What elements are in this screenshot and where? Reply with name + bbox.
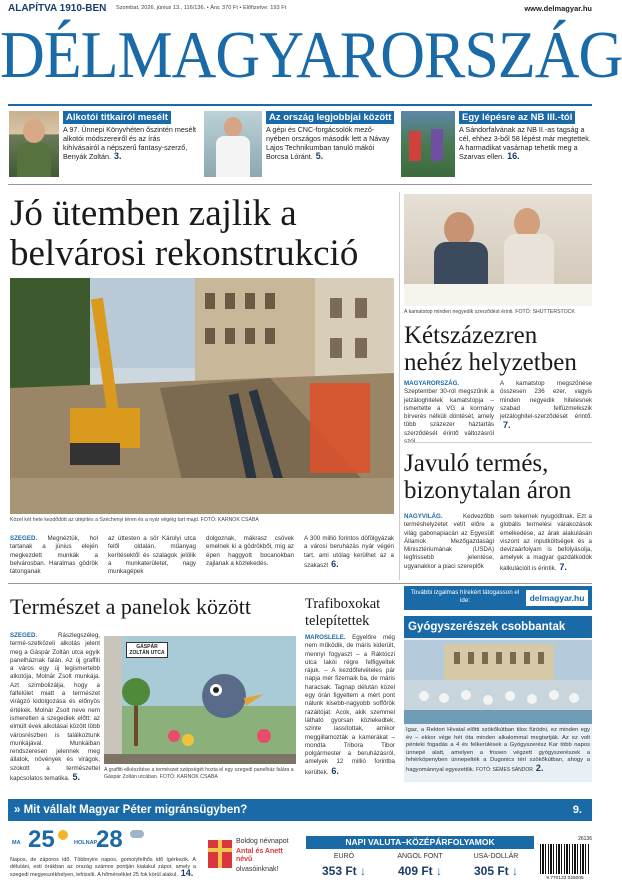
arrow-down-icon: ↓: [360, 864, 367, 878]
sun-icon: [58, 830, 68, 840]
construction-illustration: [10, 278, 394, 514]
gift-icon: [208, 840, 232, 868]
masthead-title: DÉLMAGYARORSZÁG: [0, 18, 622, 92]
arrow-down-icon: ↓: [436, 864, 443, 878]
today-temp: 25: [28, 826, 55, 853]
side2-col-2: sem tekernek nyugodtnak. Ezt a globális termelési várakozások emelkedése, az árak alakulásán viszont az inputköltségek és a devizaárfolyam is befolyásolja, amelyek a magyar gazdálkodók kalkulációit is érintik. 7.: [500, 513, 592, 572]
banner-text: » Mit vállalt Magyar Péter migránsügyben?: [14, 804, 248, 816]
fx-gbp-value: 409 Ft ↓: [397, 864, 443, 878]
main-col-1: SZEGED. Megnéztük, hol tartanak a június elején megkezdett munkák a belvárosban. Haralmas gödrök tátonganak: [10, 535, 98, 576]
herbs-headline[interactable]: Gyógyszerészek csobbantak: [404, 616, 592, 638]
street-sign: GÁSPÁR ZOLTÁN UTCA: [126, 642, 168, 658]
nameday-names: Antal és Anett névű: [236, 848, 283, 863]
arrow-down-icon: ↓: [512, 864, 519, 878]
barcode-bars: [540, 844, 590, 874]
herbs-text: Igaz, a Rektori Hivatal előtti szökőkútban tilos fürödni, ez minden egy év – ekkor vége hét óta minden alkalommal megtartják. Az ez volt pénteki fogadás a 4 és felkerülések a Gyógyszerész Kar több napos ünnepé alatt, amelyen a frissen végzett gyógyszerészek a fehérköpenyben ünnepelték a Dugonics téri szökőkútban, ahogy a hagyománnyal egyezettlik. FOTÓ: SÉMES SÁNDOR 2.: [406, 727, 590, 773]
main-col-2: az úttesten a sör Károlyi utca felől oldalán, műanyag kerítésektől és szalagok jelölik a munkaterületet, nagy munkagépek: [108, 535, 196, 576]
teaser-2[interactable]: [204, 111, 396, 177]
side2-col-1: NAGYVILÁG. Kedvezőbb terméshelyzetet vetít előre a világ gabonapiacán az Egyesült Államok Mezőgazdasági Minisztériumának (USDA) legfrissebb jelentése, ugyanakkor a piaci szereplők: [404, 513, 494, 570]
founded-label: ALAPÍTVA 1910-BEN: [8, 3, 107, 14]
main-photo: [10, 278, 394, 514]
today-label: MA: [12, 840, 21, 846]
fx-eur-label: EURÓ: [333, 853, 355, 860]
teaser-3-text: A Sándorfalvának az NB II.-as tagság a cél, ehhez 3-ből 58 lépést már megtettek. A harmadikat vasárnap tehetik meg a Szarvas ellen. 16.: [459, 125, 591, 161]
nature-caption: A graffiti elkészítése a természet szépségét hozta el egy szegedi panelház falára a Gáspár Zoltán utcában. FOTÓ: KARNOK CSABA: [104, 767, 294, 780]
teaser-1[interactable]: [9, 111, 199, 177]
main-col-3: dolgoznak, mákrasz csövek emelnek ki a gödrökből, míg az épen haggyott bocanokban zajlanak a közlekedés.: [206, 535, 294, 567]
website-link[interactable]: www.delmagyar.hu: [524, 4, 592, 13]
herbs-box[interactable]: [404, 616, 592, 782]
tomorrow-label: HOLNAP: [74, 840, 98, 846]
student-photo: [204, 111, 262, 177]
teaser-1-text: A 97. Ünnepi Könyvhéten őszintén mesélt alkotói módszereiről és az írás kihívásairól a népszerű fantasy-szerző, Benyák Zoltán. 3.: [63, 125, 197, 161]
side1-col-1: MAGYARORSZÁG. Szeptember 30-ról megszűnik a jelzáloghitelek kamatstopja – ismertette a VG a kormány bírverés nélküli döntését, amely több százezer háztartás szerződését érintő változásról: [404, 380, 494, 437]
side1-headline[interactable]: Kétszázezren nehéz helyzetben: [404, 322, 577, 376]
promo-box[interactable]: [404, 586, 592, 610]
teaser-1-title: Alkotói titkairól mesélt: [63, 111, 171, 124]
barcode: [538, 836, 592, 884]
migrant-banner[interactable]: [8, 799, 592, 821]
fx-usd-label: USA-DOLLÁR: [473, 853, 519, 860]
weather-text: Napos, de záporos idő. Többnyire napos, gomolyfelhős idő ígérkezik. A délutáni, esti órákban az ország számos pontján kialakul zápor, amely a szegedi megyeszékhelyen, lefrissíti. A hőmérséklet 25 fok körül alakul. 14.: [10, 857, 196, 879]
herbs-photo: [404, 640, 592, 724]
teaser-2-text: A gépi és CNC-forgácsolók mező-nyében országos második lett a Návay Lajos Technikumban tanuló mákói Borcsa Lóránt. 5.: [266, 125, 390, 161]
fountain-illustration: [404, 640, 592, 724]
author-photo: [9, 111, 59, 177]
nature-photo: [104, 636, 296, 764]
teaser-3-title: Egy lépésre az NB III.-tól: [459, 111, 575, 124]
teaser-3[interactable]: [401, 111, 592, 177]
weather-box: [8, 826, 198, 884]
side1-caption: A kamatstop minden negyedik szerződést érinti. FOTÓ: SHUTTERSTOCK: [404, 309, 575, 315]
barcode-number: 9 770133 025005: [546, 876, 584, 881]
banner-page: 9.: [572, 804, 582, 816]
barcode-top: 26136: [578, 836, 592, 842]
fx-eur-value: 353 Ft ↓: [321, 864, 367, 878]
fx-title: NAPI VALUTA–KÖZÉPÁRFOLYAMOK: [306, 836, 534, 849]
promo-text: További izgalmas hírekért látogasson el ide:: [410, 589, 520, 604]
nameday-box: [206, 836, 300, 882]
fx-usd-value: 305 Ft ↓: [473, 864, 519, 878]
main-headline[interactable]: Jó ütemben zajlik a belvárosi rekonstrukció: [10, 193, 359, 274]
main-col-4: A 300 millió forintos döfölgyázak a városi beruházás nyár végén tart, ami utólag kerülhet az a szakaszt 6.: [304, 535, 394, 569]
side2-headline[interactable]: Javuló termés, bizonytalan áron: [404, 450, 572, 504]
issue-info: Szombat, 2026. június 13., 116/136. • Ára: 370 Ft • Előfizetve: 193 Ft: [116, 5, 287, 11]
nameday-cta: olvasóinknak!: [236, 866, 279, 873]
fx-gbp-label: ANGOL FONT: [397, 853, 443, 860]
teaser-2-title: Az ország legjobbjai között: [266, 111, 394, 124]
side1-col-2: A kamatstop megszűnése összesen 236 ezer, vagyis minden negyedik hitelesnek szabad felfüzmelkszik jelzáloghitel-szerződését érintő.7.: [500, 380, 592, 431]
cloud-sun-icon: [130, 830, 144, 838]
trafi-text: MAROSLELE. Egyelőre még nem működik, de máris kiderült, mennyi fogyaszt – a Ráktóczi utca lakói régre felfigyeltek rájuk. – A kezdőfelvételes pár napja mér fizemaik ba, de máris haracsak. Tagnap délután közel egy órán figyeltem a mért pont nálunk kisebb-nagyobb soffőrök razáitójat. Acok, akik szemmel látható gyorsan közlekedtek, szinte lassítottak, amikor meggillamozták a kamerákat – mondta Tribora Tibor polgármester a beruházásról, amelyek 12 millió forintba kerültek. 6.: [305, 634, 395, 776]
tomorrow-temp: 28: [96, 826, 123, 853]
football-photo: [401, 111, 455, 177]
main-caption: Közel két hete kezdődött az útépítés a Széchenyi téren és a nyár végéig tart majd. FOTÓ: KARNOK CSABA: [10, 517, 259, 523]
nature-text: SZEGED. Rászlegszéleg, termé-szetközeli alkotás jelent meg a Gáspár Zoltán utca egyik panelháznak falán. Az új graffiti a város egy új legismertebb alkotója, Molnár Zsolt munkája. Azt szimbolizálja, hogy a falfelület miatt a természet virágzó kidolgozása és előnyös értékek. Molnár Zsolt neve nem ismeretlen a szegediek előtt: az elmúlt évek alkotásai között több városrészben is találkoztunk munkájával. Munkáiban rendszeresen jelennek meg állatok, növények és virágok, szokott a természettel kapcsolatos tematika. 5.: [10, 632, 100, 783]
trafi-headline[interactable]: Trafiboxokat telepítettek: [305, 596, 381, 629]
side1-photo: [404, 194, 592, 306]
nameday-title: Boldog névnapot: [236, 838, 289, 845]
nature-headline[interactable]: Természet a panelok között: [10, 594, 251, 619]
fx-box: [306, 836, 534, 884]
promo-button[interactable]: delmagyar.hu: [526, 590, 588, 606]
